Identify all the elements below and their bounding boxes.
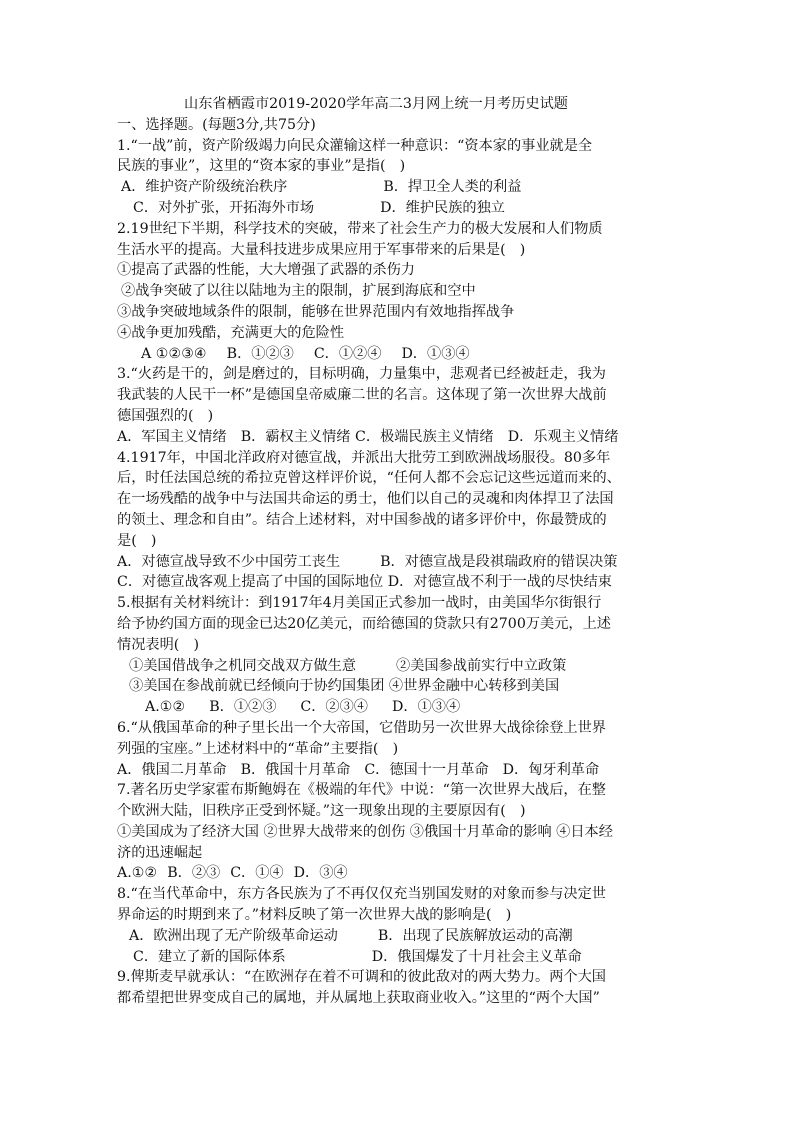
answer-option: B．①②③: [209, 699, 277, 716]
answer-option: C．①④: [230, 865, 284, 882]
question-body: [117, 136, 679, 1009]
answer-option: D．匈牙利革命: [502, 761, 600, 778]
text-line: [117, 656, 679, 677]
text-line: ①提高了武器的性能，大大增强了武器的杀伤力: [117, 262, 415, 279]
text-line: [117, 177, 679, 198]
text-line: 在一场残酷的战争中与法国共命运的勇士，他们以自己的灵魂和肉体捍卫了法国: [117, 491, 614, 508]
exam-page: [117, 94, 679, 1009]
answer-option: ②美国参战前实行中立政策: [396, 657, 567, 674]
text-line: 界命运的时期到来了。”材料反映了第一次世界大战的影响是( ): [117, 907, 512, 924]
answer-option: A．欧洲出现了无产阶级革命运动: [129, 927, 338, 944]
text-line: 5.根据有关材料统计：到1917年4月美国正式参加一战时，由美国华尔街银行: [117, 595, 602, 612]
text-line: [117, 926, 679, 947]
answer-option: B．出现了民族解放运动的高潮: [377, 927, 573, 944]
text-line: 2.19世纪下半期，科学技术的突破，带来了社会生产力的极大发展和人们物质: [117, 220, 603, 237]
text-line: [117, 863, 679, 884]
text-line: ④战争更加残酷，充满更大的危险性: [117, 324, 345, 341]
text-line: 给予协约国方面的现金已达20亿美元，而给德国的贷款只有2700万美元，上述: [117, 615, 611, 632]
exam-title: 山东省栖霞市2019-2020学年高二3月网上统一月考历史试题: [184, 96, 568, 112]
answer-option: D．①③④: [392, 699, 461, 716]
text-line: 1.“一战”前，资产阶级竭力向民众灌输这样一种意识：“资本家的事业就是全: [117, 137, 593, 154]
answer-option: B．俄国十月革命: [240, 761, 351, 778]
answer-option: B．对德宣战是段祺瑞政府的错误决策: [380, 553, 618, 570]
answer-option: ①美国借战争之机同交战双方做生意: [129, 657, 357, 674]
text-line: 7.著名历史学家霍布斯鲍姆在《极端的年代》中说：“第一次世界大战后，在整: [117, 782, 606, 799]
answer-option: A.①②: [145, 699, 186, 716]
answer-option: A.①②: [117, 865, 158, 882]
text-line: [117, 947, 679, 968]
text-line: [117, 198, 679, 219]
text-line: 生活水平的提高。大量科技进步成果应用于军事带来的后果是( ): [117, 241, 526, 258]
answer-option: A．对德宣战导致不少中国劳工丧生: [117, 553, 341, 570]
text-line: 列强的宝座。”上述材料中的“革命”主要指( ): [117, 740, 399, 757]
text-line: ②战争突破了以往以陆地为主的限制，扩展到海底和空中: [121, 283, 476, 300]
text-line: 9.俾斯麦早就承认：“在欧洲存在着不可调和的彼此敌对的两大势力。两个大国: [117, 969, 606, 986]
answer-option: D．③④: [293, 865, 348, 882]
section-heading: 一、选择题。(每题3分,共75分): [117, 116, 316, 133]
text-line: 3.“火药是干的，剑是磨过的，目标明确，力量集中，悲观者已经被赶走，我为: [117, 366, 606, 383]
answer-option: D．维护民族的独立: [380, 199, 505, 216]
answer-option: B．①②③: [226, 345, 294, 362]
answer-option: A ①②③④: [141, 345, 207, 362]
text-line: 民族的事业”，这里的“资本家的事业”是指( ): [117, 158, 406, 175]
answer-option: D．①③④: [401, 345, 470, 362]
text-line: 6.“从俄国革命的种子里长出一个大帝国，它借助另一次世界大战徐徐登上世界: [117, 719, 606, 736]
text-line: [117, 552, 679, 573]
text-line: 情况表明( ): [117, 636, 200, 653]
text-line: 德国强烈的( ): [117, 407, 214, 424]
answer-option: B．②③: [167, 865, 221, 882]
text-line: 济的迅速崛起: [117, 844, 203, 861]
answer-option: C．建立了新的国际体系: [133, 948, 286, 965]
text-line: 后，时任法国总统的希拉克曾这样评价说，“任何人都不会忘记这些远道而来的、: [117, 470, 621, 487]
answer-option: C．对外扩张，开拓海外市场: [133, 199, 315, 216]
answer-option: C．①②④: [313, 345, 382, 362]
text-line: ③战争突破地域条件的限制，能够在世界范围内有效地指挥战争: [117, 303, 515, 320]
answer-option: C．②③④: [300, 699, 368, 716]
text-line: [117, 344, 679, 365]
text-line: 我武装的人民干一杯”是德国皇帝威廉二世的名言。这体现了第一次世界大战前: [117, 387, 607, 404]
text-line: [117, 760, 679, 781]
text-line: C．对德宣战客观上提高了中国的国际地位 D．对德宣战不利于一战的尽快结束: [117, 574, 612, 591]
text-line: 是( ): [117, 532, 157, 549]
answer-option: A．维护资产阶级统治秩序: [121, 179, 288, 196]
text-line: [117, 697, 679, 718]
text-line: ①美国成为了经济大国 ②世界大战带来的创伤 ③俄国十月革命的影响 ④日本经: [117, 823, 613, 840]
text-line: 个欧洲大陆，旧秩序正受到怀疑。”这一现象出现的主要原因有( ): [117, 803, 526, 820]
answer-option: C．德国十一月革命: [364, 761, 489, 778]
answer-option: A．俄国二月革命: [117, 761, 227, 778]
text-line: A．军国主义情绪 B．霸权主义情绪 C．极端民族主义情绪 D．乐观主义情绪: [117, 428, 619, 445]
text-line: 的领土、理念和自由”。结合上述材料，对中国参战的诸多评价中，你最赞成的: [117, 511, 607, 528]
text-line: ③美国在参战前就已经倾向于协约国集团 ④世界金融中心转移到美国: [129, 678, 560, 695]
text-line: 4.1917年，中国北洋政府对德宣战，并派出大批劳工到欧洲战场服役。80多年: [117, 449, 611, 466]
answer-option: D．俄国爆发了十月社会主义革命: [371, 948, 582, 965]
answer-option: B．捍卫全人类的利益: [383, 179, 522, 196]
text-line: 8.“在当代革命中，东方各民族为了不再仅仅充当别国发财的对象而参与决定世: [117, 886, 606, 903]
text-line: 都希望把世界变成自己的属地，并从属地上获取商业收入。”这里的“两个大国”: [117, 990, 600, 1007]
